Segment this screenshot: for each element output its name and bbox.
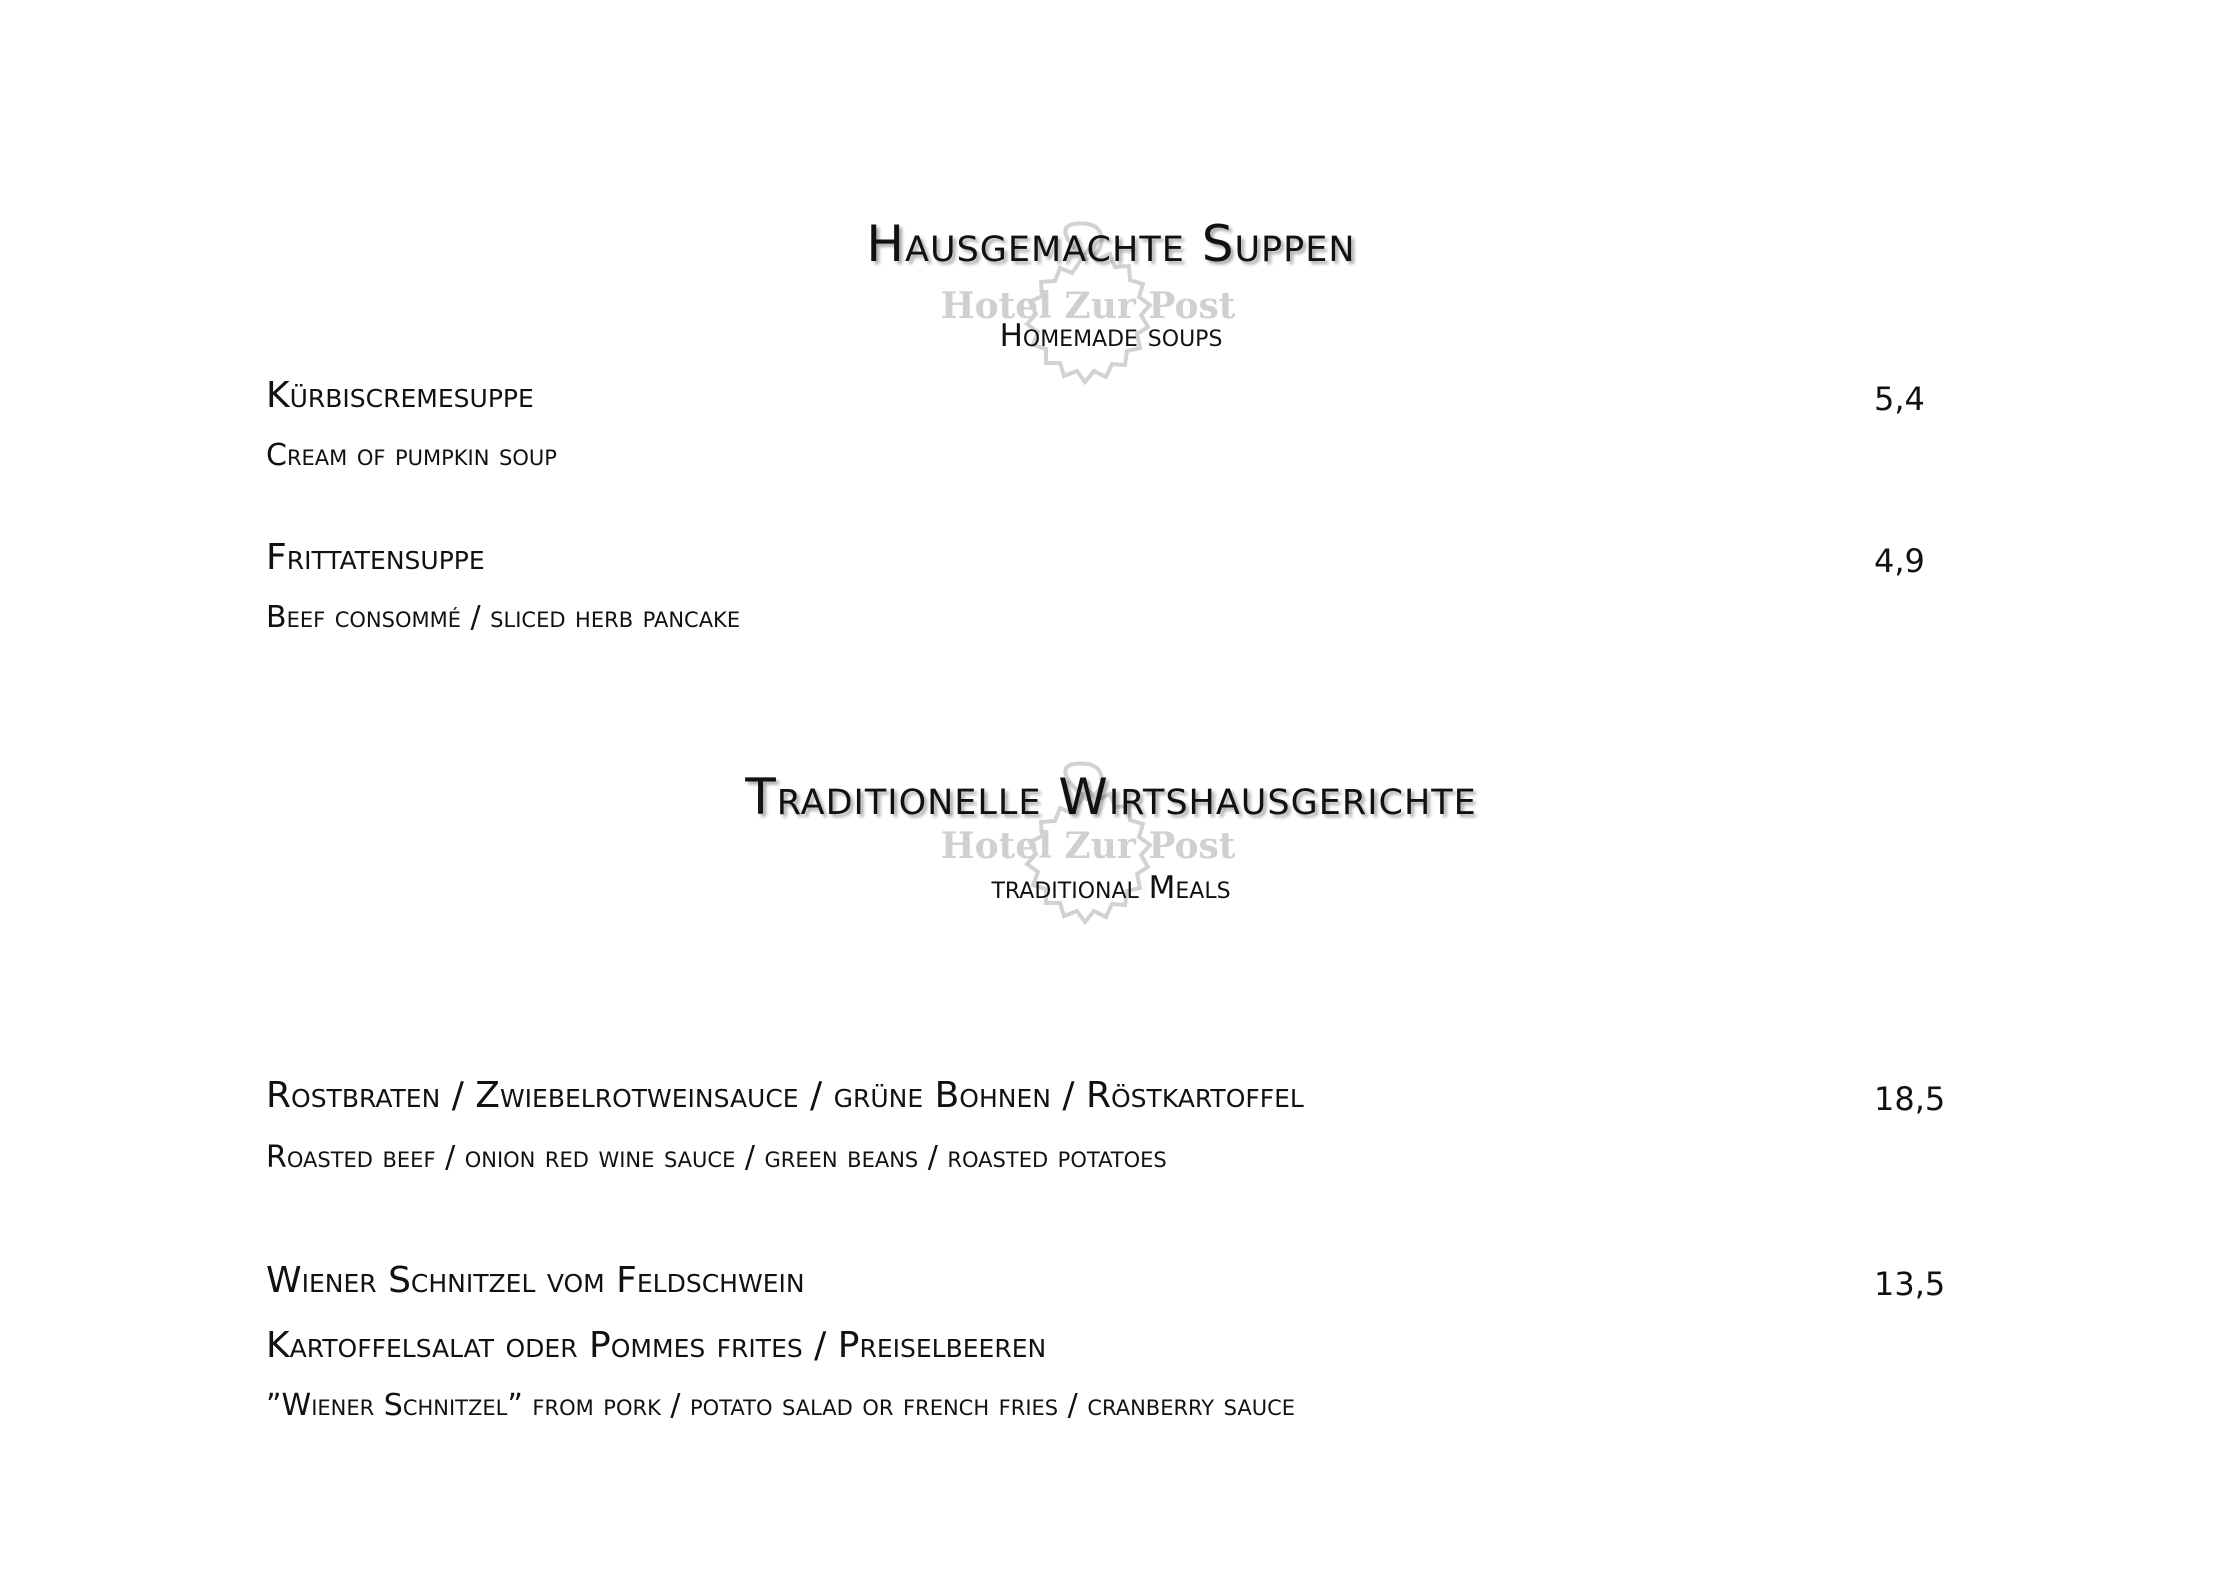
dish-description-pumpkin-soup: Cream of pumpkin soup	[266, 438, 557, 473]
section-title-traditional-meals: Traditionelle Wirtshausgerichte	[745, 768, 1477, 826]
dish-sides-wiener-schnitzel: Kartoffelsalat oder Pommes frites / Preiselbeeren	[266, 1325, 1047, 1366]
svg-text:Hotel Zur Post: Hotel Zur Post	[940, 825, 1236, 867]
dish-name-pumpkin-soup: Kürbiscremesuppe	[266, 375, 534, 416]
dish-price-frittatensuppe: 4,9	[1874, 542, 1925, 580]
dish-name-frittatensuppe: Frittatensuppe	[266, 537, 485, 578]
dish-description-frittatensuppe: Beef consommé / sliced herb pancake	[266, 600, 741, 635]
dish-description-wiener-schnitzel: ”Wiener Schnitzel” from pork / potato salad or french fries / cranberry sauce	[266, 1388, 1296, 1423]
section-subtitle-soups: Homemade soups	[999, 318, 1223, 354]
dish-price-wiener-schnitzel: 13,5	[1874, 1265, 1946, 1303]
dish-price-rostbraten: 18,5	[1874, 1080, 1946, 1118]
dish-name-rostbraten: Rostbraten / Zwiebelrotweinsauce / grüne Bohnen / Röstkartoffel	[266, 1075, 1304, 1116]
section-subtitle-traditional-meals: traditional Meals	[991, 870, 1231, 906]
section-title-soups: Hausgemachte Suppen	[866, 215, 1356, 273]
dish-description-rostbraten: Roasted beef / onion red wine sauce / green beans / roasted potatoes	[266, 1140, 1167, 1175]
dish-price-pumpkin-soup: 5,4	[1874, 380, 1925, 418]
svg-text:Hotel Zur Post: Hotel Zur Post	[940, 285, 1236, 327]
dish-name-wiener-schnitzel: Wiener Schnitzel vom Feldschwein	[266, 1260, 805, 1301]
